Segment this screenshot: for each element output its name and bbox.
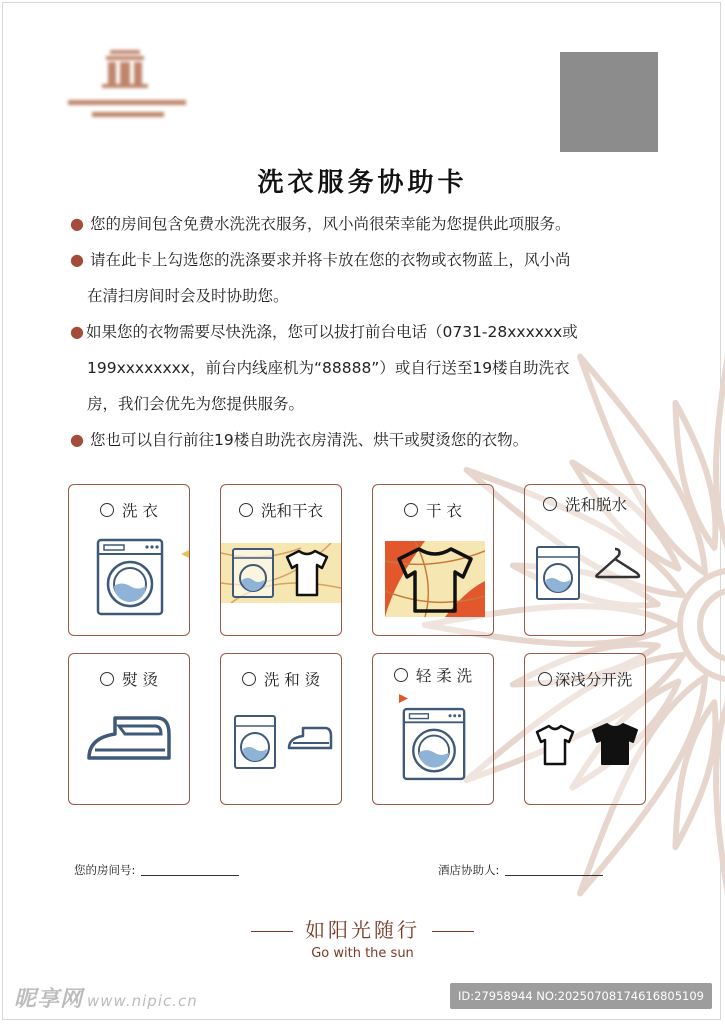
- slogan-en: Go with the sun: [311, 946, 414, 961]
- bullet-dot-icon: ●: [70, 430, 84, 449]
- radio-button[interactable]: [100, 672, 114, 686]
- washer-and-hanger-icon: [533, 545, 643, 605]
- helper-field[interactable]: 酒店协助人:: [438, 862, 603, 878]
- radio-button[interactable]: [239, 503, 253, 517]
- option-card-dry[interactable]: 干 衣: [372, 484, 494, 636]
- info-item-4: ● 您也可以自行前往19楼自助洗衣房清洗、烘干或熨烫您的衣物。: [70, 430, 529, 449]
- info-item-2: ● 请在此卡上勾选您的洗涤要求并将卡放在您的衣物或衣物蓝上，风小尚: [70, 250, 571, 269]
- option-card-wash-iron[interactable]: 洗 和 烫: [220, 653, 342, 805]
- info-item-3-cont: 199xxxxxxxx，前台内线座机为“88888”）或自行送至19楼自助洗衣: [87, 359, 570, 377]
- slogan-divider: [251, 931, 293, 932]
- option-card-wash[interactable]: 洗 衣: [68, 484, 190, 636]
- bullet-dot-icon: ●: [70, 250, 84, 269]
- slogan-divider: [432, 931, 474, 932]
- option-card-gentle-wash[interactable]: 轻 柔 洗: [372, 653, 494, 805]
- watermark-site: 昵享网 www.nipic.cn: [14, 987, 198, 1012]
- hotel-logo: [62, 42, 192, 127]
- arrow-tip-decoration: [181, 549, 190, 559]
- option-card-separate-colors[interactable]: 深浅分开洗: [524, 653, 646, 805]
- arrow-tip-decoration: [399, 694, 408, 703]
- radio-button[interactable]: [394, 668, 408, 682]
- washing-machine-icon: [401, 704, 467, 784]
- info-item-1: ● 您的房间包含免费水洗洗衣服务，风小尚很荣幸能为您提供此项服务。: [70, 214, 571, 233]
- washing-machine-icon: [95, 537, 165, 617]
- washer-and-iron-icon: [229, 714, 339, 774]
- page-title: 洗衣服务协助卡: [257, 168, 468, 198]
- washer-and-shirt-icon: [221, 543, 341, 603]
- option-card-wash-dry[interactable]: 洗和干衣: [220, 484, 342, 636]
- slogan-cn: 如阳光随行: [0, 914, 725, 943]
- room-number-line[interactable]: [141, 875, 239, 876]
- info-list: [70, 206, 670, 458]
- radio-button[interactable]: [538, 672, 552, 686]
- qr-code-placeholder: [560, 52, 658, 152]
- helper-line[interactable]: [505, 875, 603, 876]
- radio-button[interactable]: [404, 503, 418, 517]
- iron-icon: [85, 712, 175, 762]
- info-item-2-cont: 在清扫房间时会及时协助您。: [87, 287, 289, 305]
- info-item-3-cont: 房，我们会优先为您提供服务。: [87, 395, 305, 413]
- info-item-3: ● 如果您的衣物需要尽快洗涤，您可以拔打前台电话（0731-28xxxxxx或: [70, 322, 578, 341]
- option-card-wash-spin[interactable]: 洗和脱水: [524, 484, 646, 636]
- radio-button[interactable]: [100, 503, 114, 517]
- radio-button[interactable]: [242, 672, 256, 686]
- watermark-id: ID:27958944 NO:20250708174616805109: [450, 983, 712, 1009]
- radio-button[interactable]: [543, 497, 557, 511]
- option-card-iron[interactable]: 熨 烫: [68, 653, 190, 805]
- room-number-field[interactable]: 您的房间号:: [74, 862, 239, 878]
- light-dark-shirts-icon: [531, 722, 641, 772]
- shirt-icon: [385, 541, 485, 617]
- bullet-dot-icon: ●: [70, 214, 84, 233]
- bullet-dot-icon: ●: [70, 322, 84, 341]
